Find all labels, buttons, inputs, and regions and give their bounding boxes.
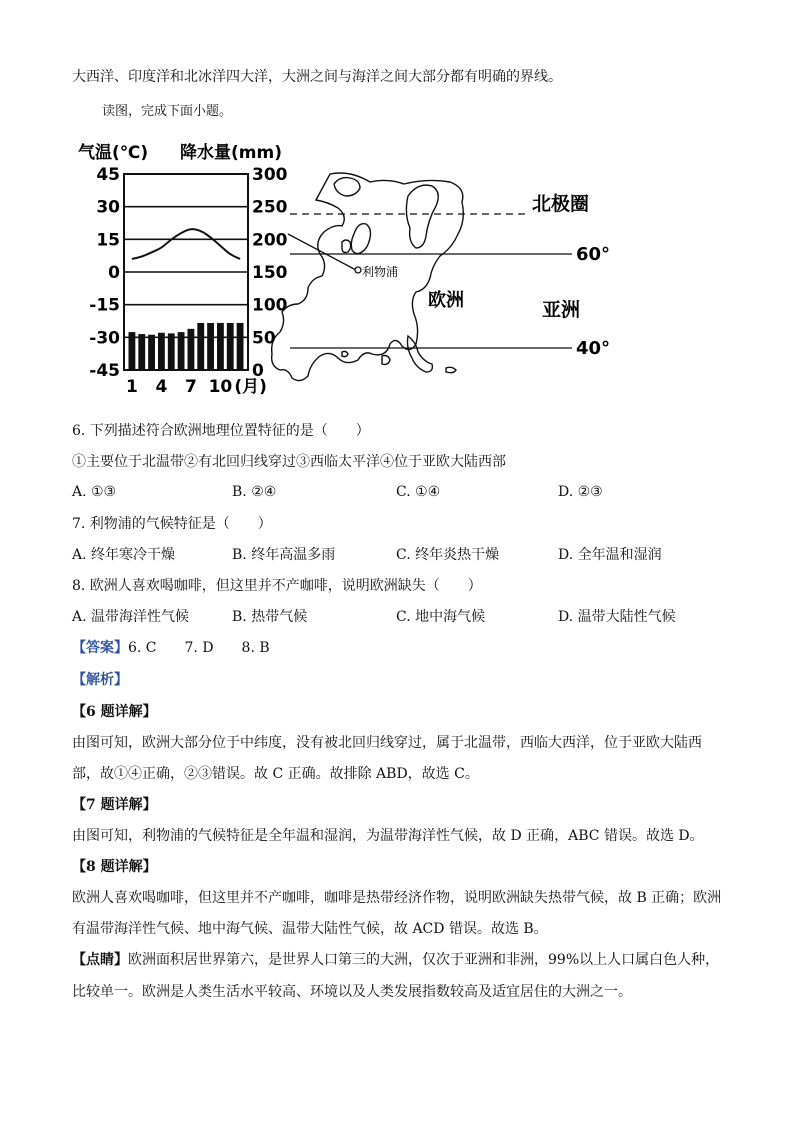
- q6-option-a[interactable]: A. ①③: [72, 484, 117, 500]
- q7-option-c[interactable]: C. 终年炎热干燥: [396, 547, 500, 563]
- precip-tick-label: 50: [252, 328, 276, 349]
- precip-bar-month-4: [158, 333, 165, 370]
- q8-stem: 8. 欧洲人喜欢喝咖啡，但这里并不产咖啡，说明欧洲缺失（ ）: [72, 578, 482, 594]
- tip-label: 【点睛】: [72, 952, 128, 968]
- precip-axis-label: 降水量(mm): [180, 143, 282, 163]
- q6-option-b[interactable]: B. ②④: [232, 484, 277, 500]
- q8-option-c[interactable]: C. 地中海气候: [396, 609, 486, 625]
- q7-option-a[interactable]: A. 终年寒冷干燥: [72, 547, 176, 563]
- precip-tick-label: 200: [252, 230, 288, 251]
- detail-8-line2: 有温带海洋性气候、地中海气候、温带大陆性气候，故 ACD 错误。故选 B。: [72, 921, 548, 937]
- temp-tick-label: 15: [96, 230, 120, 251]
- climate-map-figure: [72, 136, 632, 406]
- q6-stem: 6. 下列描述符合欧洲地理位置特征的是（ ）: [72, 423, 370, 439]
- precip-bar-month-3: [148, 335, 155, 370]
- precip-bar-month-1: [129, 332, 136, 370]
- precip-ticks: [252, 165, 288, 381]
- precip-bar-month-5: [168, 333, 175, 370]
- arctic-circle-label: 北极圈: [532, 193, 590, 215]
- q7-option-d[interactable]: D. 全年温和湿润: [558, 547, 662, 563]
- month-tick-label: 1: [125, 377, 138, 397]
- q8-option-d[interactable]: D. 温带大陆性气候: [558, 609, 676, 625]
- temp-ticks: [89, 165, 120, 381]
- tip-line1: [72, 950, 719, 970]
- intro-line: 大西洋、印度洋和北冰洋四大洋，大洲之间与海洋之间大部分都有明确的界线。: [72, 69, 562, 85]
- q6-option-d[interactable]: D. ②③: [558, 484, 603, 500]
- precip-bar-month-7: [188, 329, 195, 370]
- tip-line2: 比较单一。欧洲是人类生活水平较高、环境以及人类发展指数较高及适宜居住的大洲之一。: [72, 984, 632, 1000]
- q8-option-a[interactable]: A. 温带海洋性气候: [72, 609, 190, 625]
- q7-stem: 7. 利物浦的气候特征是（ ）: [72, 516, 272, 532]
- answer-label: 【答案】: [72, 640, 128, 656]
- precip-bars: [129, 323, 244, 370]
- month-tick-label: 4: [155, 377, 168, 397]
- precip-bar-month-11: [227, 323, 234, 370]
- europe-label: 欧洲: [428, 290, 464, 311]
- temp-axis-label: 气温(℃): [78, 143, 149, 163]
- precip-bar-month-6: [178, 332, 185, 370]
- precip-bar-month-9: [207, 323, 214, 370]
- q6-statements: ①主要位于北温带②有北回归线穿过③西临太平洋④位于亚欧大陆西部: [72, 454, 506, 470]
- month-tick-label: 7: [184, 377, 197, 397]
- detail-6-line2: 部，故①④正确，②③错误。故 C 正确。故排除 ABD，故选 C。: [72, 766, 479, 782]
- lat-60-label: 60°: [576, 244, 611, 265]
- chart-gridlines: [124, 207, 248, 338]
- tip-text: 欧洲面积居世界第六，是世界人口第三的大洲，仅次于亚洲和非洲，99%以上人口属白色人种，: [128, 952, 720, 968]
- answer-text: 6. C 7. D 8. B: [128, 640, 270, 656]
- month-tick-label: 10: [208, 377, 233, 397]
- precip-tick-label: 100: [252, 295, 288, 316]
- q8-option-b[interactable]: B. 热带气候: [232, 609, 308, 625]
- detail-6-line1: 由图可知，欧洲大部分位于中纬度，没有被北回归线穿过，属于北温带，西临大西洋，位于亚欧大陆西: [72, 735, 702, 751]
- detail-8-title: 【8 题详解】: [72, 859, 157, 875]
- temp-tick-label: 30: [96, 197, 120, 218]
- detail-8-line1: 欧洲人喜欢喝咖啡，但这里并不产咖啡，咖啡是热带经济作物，说明欧洲缺失热带气候，故 B 正确；欧洲: [72, 890, 722, 906]
- month-ticks: [126, 377, 267, 397]
- precip-bar-month-10: [217, 323, 224, 370]
- precip-bar-month-2: [138, 334, 145, 370]
- reading-prompt: 读图，完成下面小题。: [102, 104, 233, 119]
- temp-tick-label: -30: [89, 328, 120, 349]
- detail-7-line1: 由图可知，利物浦的气候特征是全年温和湿润，为温带海洋性气候，故 D 正确，ABC 错误。故选 D。: [72, 828, 704, 844]
- precip-bar-month-8: [197, 323, 204, 370]
- temp-tick-label: 0: [108, 263, 120, 283]
- liverpool-label: 利物浦: [362, 265, 399, 279]
- q7-option-b[interactable]: B. 终年高温多雨: [232, 547, 336, 563]
- lat-40-label: 40°: [576, 338, 611, 359]
- precip-tick-label: 150: [252, 263, 288, 283]
- temp-tick-label: -45: [89, 361, 120, 381]
- precip-bar-month-12: [237, 323, 244, 370]
- liverpool-dot: [355, 267, 361, 273]
- precip-tick-label: 300: [252, 165, 288, 185]
- analysis-label: 【解析】: [72, 672, 128, 688]
- temp-tick-label: 45: [96, 165, 120, 185]
- asia-label: 亚洲: [542, 299, 581, 321]
- precip-tick-label: 0: [252, 361, 264, 381]
- month-unit-label: (月): [234, 377, 267, 397]
- precip-tick-label: 250: [252, 197, 288, 218]
- temp-curve: [132, 229, 240, 259]
- detail-7-title: 【7 题详解】: [72, 797, 157, 813]
- detail-6-title: 【6 题详解】: [72, 704, 157, 720]
- answer-line: [72, 638, 270, 658]
- temp-tick-label: -15: [89, 295, 120, 316]
- q6-option-c[interactable]: C. ①④: [396, 484, 441, 500]
